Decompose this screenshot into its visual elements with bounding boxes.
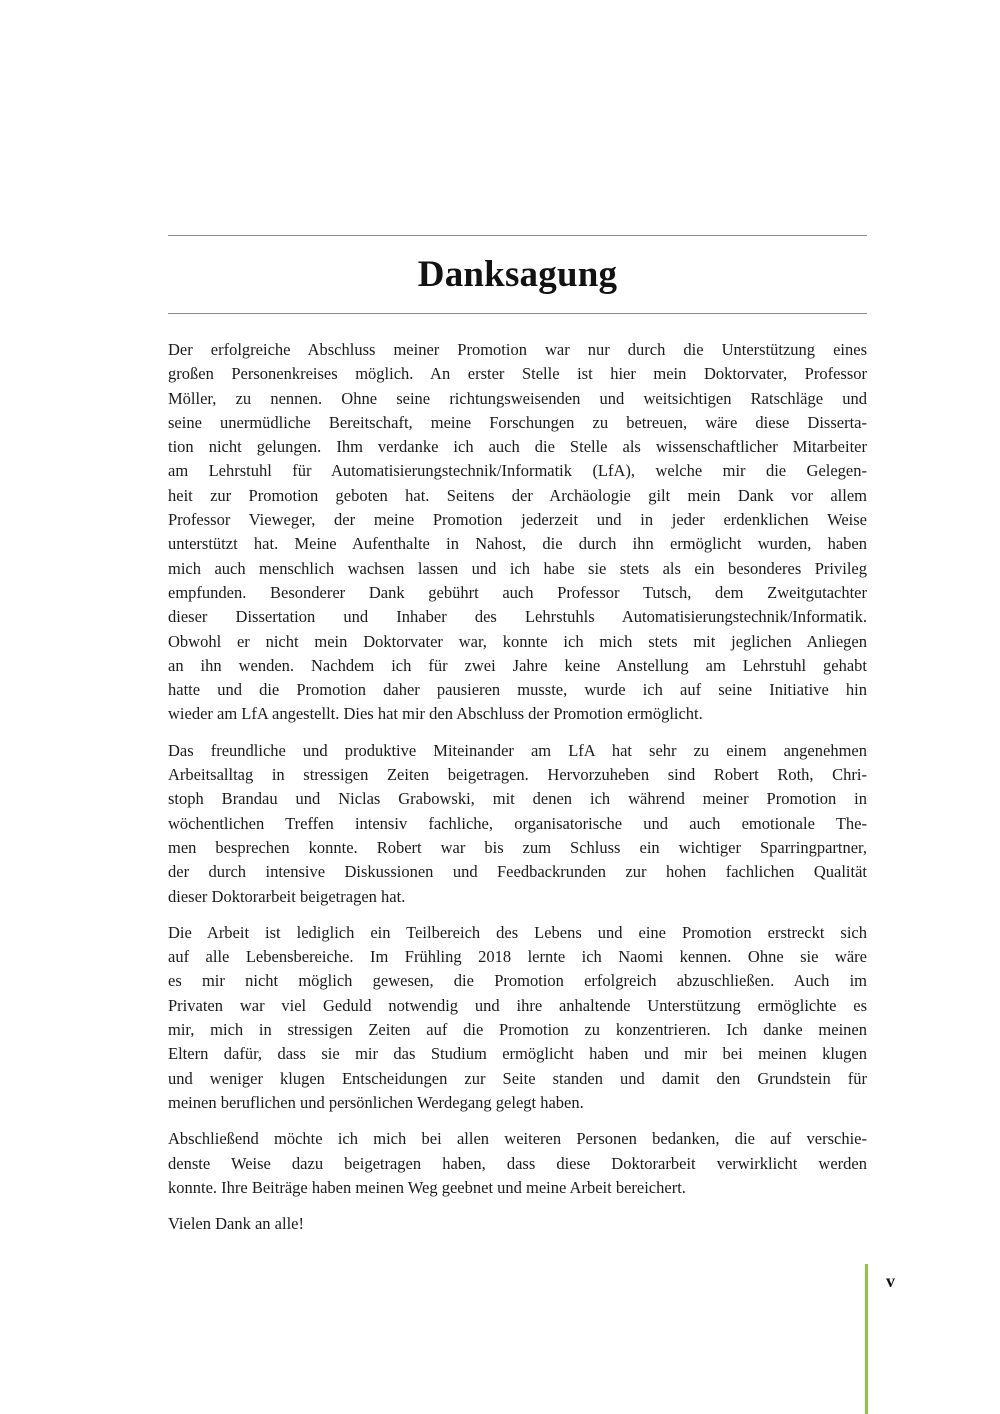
text-line: und weniger klugen Entscheidungen zur Seite standen und damit den Grundstein für [168, 1068, 867, 1088]
text-line: Eltern dafür, dass sie mir das Studium ermöglicht haben und mir bei meinen klugen [168, 1044, 867, 1064]
text-line: seine unermüdliche Bereitschaft, meine Forschungen zu betreuen, wäre diese Disserta- [168, 412, 867, 432]
page-title: Danksagung [417, 254, 618, 295]
text-line: tion nicht gelungen. Ihm verdanke ich auch die Stelle als wissenschaftlicher Mitarbeiter [168, 437, 867, 457]
text-line: heit zur Promotion geboten hat. Seitens der Archäologie gilt mein Dank vor allem [168, 485, 867, 505]
text-line: konnte. Ihre Beiträge haben meinen Weg geebnet und meine Arbeit bereichert. [168, 1177, 686, 1197]
text-line: am Lehrstuhl für Automatisierungstechnik/Informatik (LfA), welche mir die Gelegen- [168, 461, 867, 481]
text-line: wieder am LfA angestellt. Dies hat mir den Abschluss der Promotion ermöglicht. [168, 704, 703, 724]
chapter-heading [168, 235, 867, 314]
paragraph [168, 1212, 867, 1236]
text-line: Abschließend möchte ich mich bei allen weiteren Personen bedanken, die auf verschie- [168, 1129, 867, 1149]
paragraph [168, 1127, 867, 1200]
text-line: Die Arbeit ist lediglich ein Teilbereich des Lebens und eine Promotion erstreckt sich [168, 922, 867, 942]
text-line: Obwohl er nicht mein Doktorvater war, konnte ich mich stets mit jeglichen Anliegen [168, 631, 867, 651]
text-line: der durch intensive Diskussionen und Feedbackrunden zur hohen fachlichen Qualität [168, 862, 867, 882]
paragraph [168, 921, 867, 1115]
text-line: an ihn wenden. Nachdem ich für zwei Jahre keine Anstellung am Lehrstuhl gehabt [168, 655, 867, 675]
text-line: dieser Doktorarbeit beigetragen hat. [168, 886, 406, 906]
text-line: Privaten war viel Geduld notwendig und ihre anhaltende Unterstützung ermöglichte es [168, 995, 867, 1015]
paragraph [168, 739, 867, 909]
page-number: v [886, 1271, 895, 1291]
text-line: Der erfolgreiche Abschluss meiner Promotion war nur durch die Unterstützung eines [168, 340, 867, 359]
text-line: stoph Brandau und Niclas Grabowski, mit denen ich während meiner Promotion in [168, 789, 867, 809]
text-line: es mir nicht möglich gewesen, die Promotion erfolgreich abzuschließen. Auch im [168, 971, 867, 991]
text-line: auf alle Lebensbereiche. Im Frühling 2018 lernte ich Naomi kennen. Ohne sie wäre [168, 947, 867, 967]
text-line: Arbeitsalltag in stressigen Zeiten beigetragen. Hervorzuheben sind Robert Roth, Chri- [168, 765, 867, 785]
paragraph [168, 338, 867, 727]
footer-accent-line [865, 1264, 868, 1414]
text-line: Professor Vieweger, der meine Promotion jederzeit und in jeder erdenklichen Weise [168, 510, 867, 530]
text-line: meinen beruflichen und persönlichen Werdegang gelegt haben. [168, 1092, 584, 1112]
text-line: Vielen Dank an alle! [168, 1214, 304, 1234]
text-line: men besprechen konnte. Robert war bis zum Schluss ein wichtiger Sparringpartner, [168, 837, 867, 857]
text-line: unterstützt hat. Meine Aufenthalte in Nahost, die durch ihn ermöglicht wurden, haben [168, 534, 867, 554]
text-line: Möller, zu nennen. Ohne seine richtungsweisenden und weitsichtigen Ratschläge und [168, 388, 867, 408]
acknowledgement-paragraphs [168, 338, 867, 1236]
text-line: wöchentlichen Treffen intensiv fachliche, organisatorische und auch emotionale The- [168, 813, 867, 833]
text-line: denste Weise dazu beigetragen haben, dass diese Doktorarbeit verwirklicht werden [168, 1153, 867, 1173]
text-line: mir, mich in stressigen Zeiten auf die Promotion zu konzentrieren. Ich danke meinen [168, 1020, 867, 1040]
text-line: empfunden. Besonderer Dank gebührt auch Professor Tutsch, dem Zweitgutachter [168, 582, 867, 602]
text-line: großen Personenkreises möglich. An erster Stelle ist hier mein Doktorvater, Professor [168, 364, 867, 384]
text-line: mich auch menschlich wachsen lassen und ich habe sie stets als ein besonderes Privileg [168, 558, 867, 578]
text-line: Das freundliche und produktive Miteinander am LfA hat sehr zu einem angenehmen [168, 740, 867, 760]
text-line: hatte und die Promotion daher pausieren musste, wurde ich auf seine Initiative hin [168, 680, 867, 700]
text-line: dieser Dissertation und Inhaber des Lehrstuhls Automatisierungstechnik/Informatik. [168, 607, 867, 627]
